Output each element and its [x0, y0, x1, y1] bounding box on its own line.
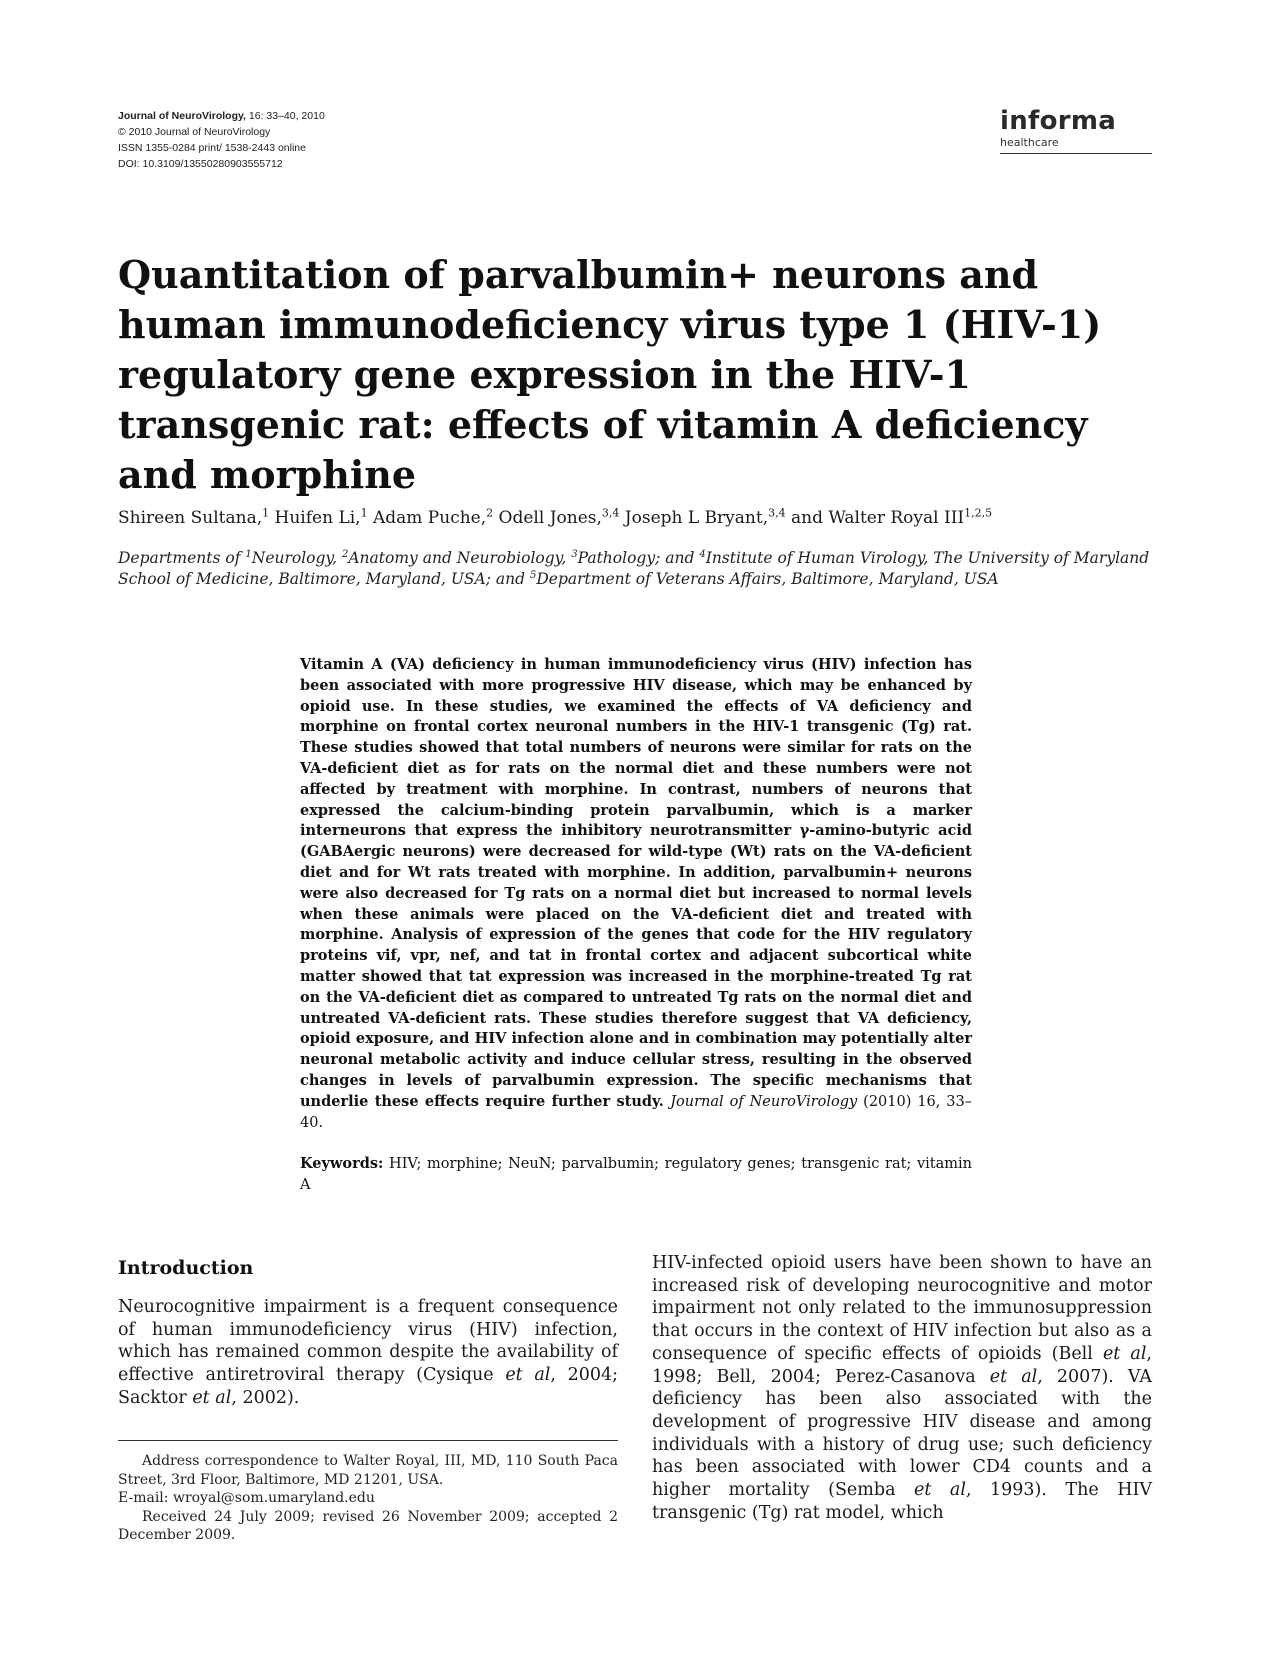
affil-sup: 2 [341, 548, 349, 560]
logo-sub: healthcare [1000, 136, 1059, 149]
author-affil-sup: 1 [360, 506, 368, 520]
keywords-text: HIV; morphine; NeuN; parvalbumin; regulatory genes; transgenic rat; vitamin A [300, 1156, 972, 1193]
affil-sup: 1 [245, 548, 252, 560]
author: Shireen Sultana, [118, 508, 263, 528]
journal-name: Journal of NeuroVirology, [118, 110, 246, 122]
section-heading-introduction: Introduction [118, 1257, 254, 1279]
body-italic: et al [914, 1480, 966, 1501]
keywords-label: Keywords: [300, 1155, 384, 1172]
logo-rule [1000, 153, 1152, 154]
affil-text: Departments of [118, 549, 246, 567]
publisher-logo [1000, 106, 1152, 154]
affil-text: Anatomy and Neurobiology, [348, 549, 572, 567]
author: Huifen Li, [274, 508, 361, 528]
body-text: , 1993). The HIV transgenic (Tg) rat model, which [652, 1480, 1153, 1523]
affil-text: Institute of Human Virology, The University of Maryland School of Medicine, Baltimore, Maryland, USA; and [118, 549, 1150, 588]
logo-name: informa [1000, 106, 1117, 136]
journal-citation [118, 108, 325, 124]
author-affil-sup: 2 [486, 506, 494, 520]
citation-rest: (2010) 16, 33–40. [300, 1093, 973, 1131]
body-text: Neurocognitive impairment is a frequent consequence of human immunodeficiency virus (HIV) infection, which has remained common despite the availability of effective antiretroviral therapy (Cysique [118, 1297, 618, 1386]
footnote-rule [118, 1440, 618, 1441]
author-affil-sup: 3,4 [768, 506, 786, 520]
journal-volume: 16: 33–40, 2010 [245, 110, 325, 122]
article-title: Quantitation of parvalbumin+ neurons and human immunodeficiency virus type 1 (HIV-1) regulatory gene expression in the HIV-1 transgenic rat: effects of vitamin A deficiency and morphine [118, 252, 1102, 497]
journal-meta [118, 108, 325, 172]
body-text: , 2004; Sacktor [118, 1365, 619, 1408]
footnote-email: E-mail: wroyal@som.umaryland.edu [118, 1490, 375, 1506]
author-affil-sup: 3,4 [601, 506, 620, 520]
affiliations [118, 548, 1178, 590]
body-italic: et al [989, 1366, 1038, 1387]
affil-text: Neurology, [251, 549, 342, 567]
affil-sup: 3 [571, 548, 578, 560]
body-italic: et al [192, 1387, 232, 1408]
author: and Walter Royal III [791, 508, 965, 528]
intro-paragraph-left [118, 1296, 618, 1410]
affil-text: Pathology; and [577, 549, 700, 567]
author-list [118, 506, 1178, 530]
footnote-dates: Received 24 July 2009; revised 26 November 2009; accepted 2 December 2009. [118, 1508, 618, 1543]
issn-line: ISSN 1355-0284 print/ 1538-2443 online [118, 142, 306, 154]
abstract-text: Vitamin A (VA) deficiency in human immunodeficiency virus (HIV) infection has been associated with more progressive HIV disease, which may be enhanced by opioid use. In these studies, we examined the effects of VA deficiency and morphine on frontal cortex neuronal numbers in the HIV-1 transgenic (Tg) rat. These studies showed that total numbers of neurons were similar for rats on the VA-deficient diet as for rats on the normal diet and these numbers were not affected by treatment with morphine. In contrast, numbers of neurons that expressed the calcium-binding protein parvalbumin, which is a marker interneurons that express the inhibitory neurotransmitter γ-amino-butyric acid (GABAergic neurons) were decreased for wild-type (Wt) rats on the VA-deficient diet and for Wt rats treated with morphine. In addition, parvalbumin+ neurons were also decreased for Tg rats on a normal diet but increased to normal levels when these animals were placed on the VA-deficient diet and treated with morphine. Analysis of expression of the genes that code for the HIV regulatory proteins vif, vpr, nef, and tat in frontal cortex and adjacent subcortical white matter showed that tat expression was increased in the morphine-treated Tg rat on the VA-deficient diet as compared to untreated Tg rats on the normal diet and untreated VA-deficient rats. These studies therefore suggest that VA deficiency, opioid exposure, and HIV infection alone and in combination may potentially alter neuronal metabolic activity and induce cellular stress, resulting in the observed changes in levels of parvalbumin expression. The specific mechanisms that underlie these effects require further study. [300, 656, 972, 1110]
affil-sup: 4 [699, 548, 706, 560]
author-affil-sup: 1 [262, 506, 270, 520]
author: Adam Puche, [372, 508, 487, 528]
body-italic: et al [1102, 1343, 1147, 1364]
intro-paragraph-right [652, 1252, 1152, 1524]
author: Odell Jones, [498, 508, 602, 528]
body-italic: et al [505, 1365, 551, 1386]
author: Joseph L Bryant, [624, 508, 769, 528]
abstract [300, 655, 972, 1133]
doi-line: DOI: 10.3109/13550280903555712 [118, 158, 283, 170]
body-text: HIV-infected opioid users have been shown to have an increased risk of developing neurocognitive and motor impairment not only related to the immunosuppression that occurs in the context of HIV infection but also as a consequence of specific effects of opioids (Bell [652, 1253, 1152, 1364]
citation-journal: Journal of NeuroVirology [670, 1093, 858, 1110]
affil-text: Department of Veterans Affairs, Baltimore, Maryland, USA [536, 570, 999, 588]
author-affil-sup: 1,2,5 [964, 506, 993, 520]
body-text: , 2007). VA deficiency has been also associated with the development of progressive HIV disease and among individuals with a history of drug use; such deficiency has been associated with lower CD4 counts and a higher mortality (Semba [652, 1366, 1153, 1501]
body-text: , 1998; Bell, 2004; Perez-Casanova [652, 1343, 1152, 1387]
affil-sup: 5 [529, 569, 537, 581]
keywords [300, 1154, 972, 1196]
correspondence-footnote [118, 1440, 618, 1545]
footnote-address: Address correspondence to Walter Royal, III, MD, 110 South Paca Street, 3rd Floor, Baltimore, MD 21201, USA. [118, 1453, 618, 1488]
copyright-line: © 2010 Journal of NeuroVirology [118, 126, 271, 138]
body-text: , 2002). [231, 1387, 300, 1408]
